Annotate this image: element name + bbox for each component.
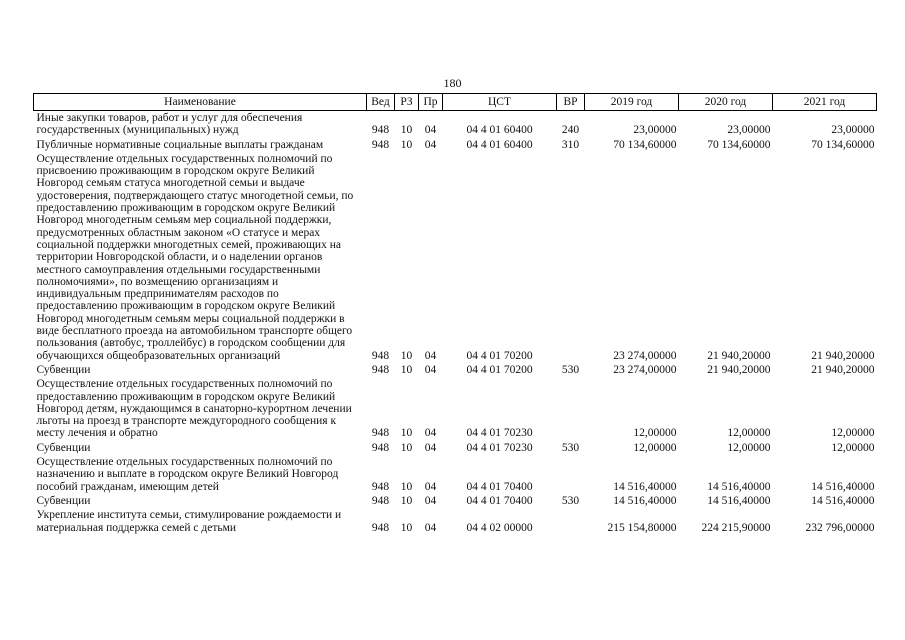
- row-ved: 948: [371, 480, 390, 493]
- row-rz: 10: [400, 124, 413, 137]
- row-cst: 04 4 01 70400: [466, 494, 533, 507]
- row-2020: 70 134,60000: [707, 138, 771, 151]
- row-ved: 948: [371, 138, 390, 151]
- row-pr: 04: [424, 494, 437, 507]
- row-pr: 04: [424, 427, 437, 440]
- row-vr: [557, 508, 585, 535]
- row-rz: 10: [400, 480, 413, 493]
- row-2019: 12,00000: [633, 441, 677, 454]
- row-vr: 530: [561, 441, 580, 454]
- table-row: [34, 377, 877, 440]
- row-pr: 04: [424, 521, 437, 534]
- row-2020: 12,00000: [727, 441, 771, 454]
- row-vr: 240: [561, 124, 580, 137]
- header-row: [34, 94, 877, 111]
- row-name: Укрепление института семьи, стимулирование рождаемости и материальная поддержка семей с детьми: [36, 509, 342, 534]
- header-name: Наименование: [34, 94, 367, 111]
- row-2020: 14 516,40000: [707, 494, 771, 507]
- table-row: [34, 152, 877, 363]
- row-ved: 948: [371, 494, 390, 507]
- row-rz: 10: [400, 494, 413, 507]
- row-2021: 21 940,20000: [811, 363, 875, 376]
- row-rz: 10: [400, 363, 413, 376]
- row-ved: 948: [371, 427, 390, 440]
- budget-table: [33, 93, 877, 535]
- row-vr: 310: [561, 138, 580, 151]
- row-2021: 70 134,60000: [811, 138, 875, 151]
- table-row: [34, 111, 877, 138]
- row-name: Осуществление отдельных государственных полномочий по назначению и выплате в городском округе Великий Новгород пособий гражданам, имеющим детей: [36, 456, 339, 493]
- row-pr: 04: [424, 363, 437, 376]
- row-ved: 948: [371, 363, 390, 376]
- row-2019: 23 274,00000: [613, 349, 677, 362]
- row-2021: 12,00000: [831, 441, 875, 454]
- row-2021: 14 516,40000: [811, 494, 875, 507]
- table-row: [34, 441, 877, 455]
- row-2020: 14 516,40000: [707, 480, 771, 493]
- row-2019: 14 516,40000: [613, 494, 677, 507]
- row-2019: 12,00000: [633, 427, 677, 440]
- row-ved: 948: [371, 124, 390, 137]
- row-name: Субвенции: [36, 363, 91, 376]
- header-2019: 2019 год: [585, 94, 679, 111]
- row-pr: 04: [424, 441, 437, 454]
- row-cst: 04 4 01 60400: [466, 124, 533, 137]
- row-2020: 12,00000: [727, 427, 771, 440]
- table-row: [34, 363, 877, 377]
- row-cst: 04 4 01 60400: [466, 138, 533, 151]
- row-pr: 04: [424, 124, 437, 137]
- row-cst: 04 4 01 70400: [466, 480, 533, 493]
- row-ved: 948: [371, 349, 390, 362]
- row-rz: 10: [400, 349, 413, 362]
- row-2019: 215 154,80000: [607, 521, 677, 534]
- row-2020: 23,00000: [727, 124, 771, 137]
- header-2020: 2020 год: [679, 94, 773, 111]
- header-2021: 2021 год: [773, 94, 877, 111]
- header-vr: ВР: [557, 94, 585, 111]
- row-2021: 232 796,00000: [805, 521, 875, 534]
- row-vr: 530: [561, 363, 580, 376]
- row-pr: 04: [424, 138, 437, 151]
- row-2021: 12,00000: [831, 427, 875, 440]
- row-name: Публичные нормативные социальные выплаты гражданам: [36, 138, 324, 151]
- row-2021: 14 516,40000: [811, 480, 875, 493]
- row-name: Осуществление отдельных государственных полномочий по предоставлению проживающим в городском округе Великий Новгород детям, нуждающимся в санаторно-курортном лечении льготы на проезд в транспорте междугородного сообщения к месту лечения и обратно: [36, 378, 352, 440]
- row-name: Субвенции: [36, 494, 91, 507]
- row-rz: 10: [400, 138, 413, 151]
- row-2020: 21 940,20000: [707, 363, 771, 376]
- table-row: [34, 508, 877, 535]
- row-name: Осуществление отдельных государственных полномочий по присвоению проживающим в городском округе Великий Новгород семьям статуса многодетной семьи и выдаче удостоверения, подтверждающего статус многодетной семьи, по предоставлению проживающим в городском округе Великий Новгород многодетным семьям мер социальной поддержки, предусмотренных областным законом «О статусе и мерах социальной поддержки многодетных семей, проживающих на территории Новгородской области, и о наделении органов местного самоуправления отдельными государственными полномочиями», по возмещению организациям и индивидуальным предпринимателям расходов по предоставлению проживающим в городском округе Великий Новгород многодетным семьям меры социальной поддержки в виде бесплатного проезда на автомобильном транспорте общего пользования (автобус, троллейбус) в городском сообщении для обучающихся общеобразовательных организаций: [36, 152, 354, 362]
- row-2019: 70 134,60000: [613, 138, 677, 151]
- row-rz: 10: [400, 441, 413, 454]
- table-row: [34, 138, 877, 152]
- header-rz: РЗ: [395, 94, 419, 111]
- row-2021: 21 940,20000: [811, 349, 875, 362]
- table-row: [34, 494, 877, 508]
- row-ved: 948: [371, 441, 390, 454]
- row-2019: 23 274,00000: [613, 363, 677, 376]
- row-cst: 04 4 01 70230: [466, 427, 533, 440]
- header-cst: ЦСТ: [443, 94, 557, 111]
- row-cst: 04 4 01 70200: [466, 363, 533, 376]
- row-2019: 14 516,40000: [613, 480, 677, 493]
- header-ved: Вед: [367, 94, 395, 111]
- row-cst: 04 4 01 70200: [466, 349, 533, 362]
- row-ved: 948: [371, 521, 390, 534]
- row-vr: [557, 152, 585, 363]
- row-2019: 23,00000: [633, 124, 677, 137]
- row-vr: 530: [561, 494, 580, 507]
- row-vr: [557, 455, 585, 494]
- table-row: [34, 455, 877, 494]
- page-number: 180: [443, 76, 462, 90]
- row-cst: 04 4 02 00000: [466, 521, 533, 534]
- row-name: Иные закупки товаров, работ и услуг для обеспечения государственных (муниципальных) нужд: [36, 112, 303, 137]
- row-pr: 04: [424, 349, 437, 362]
- row-2020: 21 940,20000: [707, 349, 771, 362]
- row-rz: 10: [400, 521, 413, 534]
- row-2021: 23,00000: [831, 124, 875, 137]
- row-2020: 224 215,90000: [701, 521, 771, 534]
- row-name: Субвенции: [36, 441, 91, 454]
- row-vr: [557, 377, 585, 440]
- row-pr: 04: [424, 480, 437, 493]
- header-pr: Пр: [419, 94, 443, 111]
- row-cst: 04 4 01 70230: [466, 441, 533, 454]
- row-rz: 10: [400, 427, 413, 440]
